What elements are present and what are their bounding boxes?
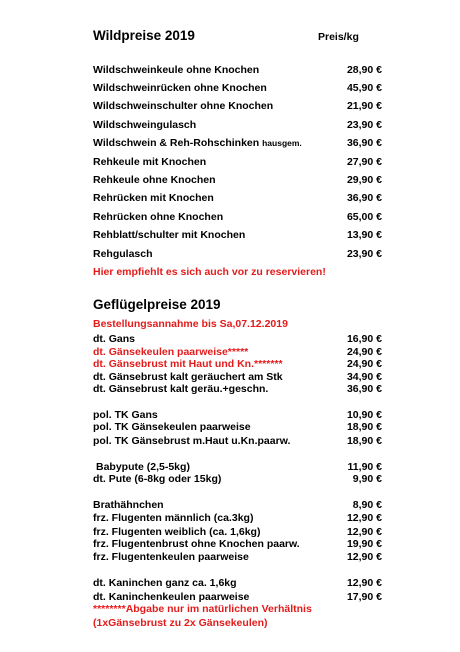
item-name-suffix: hausgem. bbox=[262, 138, 302, 148]
list-item bbox=[0, 211, 460, 227]
list-item bbox=[0, 156, 460, 172]
item-price: 24,90 € bbox=[346, 358, 382, 370]
item-price: 23,90 € bbox=[346, 248, 382, 260]
item-price: 13,90 € bbox=[346, 229, 382, 241]
list-item bbox=[0, 248, 460, 264]
item-name: Wildschweinschulter ohne Knochen bbox=[93, 100, 274, 112]
item-price: 9,90 € bbox=[352, 473, 382, 485]
reservation-note: Hier empfiehlt es sich auch vor zu reservieren! bbox=[93, 266, 326, 278]
item-name: pol. TK Gänsekeulen paarweise bbox=[93, 421, 251, 433]
item-name: Rehkeule ohne Knochen bbox=[93, 174, 216, 186]
list-item bbox=[0, 229, 460, 245]
item-name: Rehrücken mit Knochen bbox=[93, 192, 214, 204]
unit-header: Preis/kg bbox=[318, 31, 359, 43]
item-name: frz. Flugenten männlich (ca.3kg) bbox=[93, 512, 254, 524]
item-name: Brathähnchen bbox=[93, 499, 164, 511]
list-item bbox=[0, 473, 460, 489]
item-name: Rehrücken ohne Knochen bbox=[93, 211, 224, 223]
list-item bbox=[0, 383, 460, 399]
item-name: Babypute (2,5-5kg) bbox=[96, 461, 190, 473]
list-item bbox=[0, 137, 460, 153]
item-price: 12,90 € bbox=[346, 551, 382, 563]
list-item bbox=[0, 551, 460, 567]
item-name: dt. Gänsebrust kalt geräu.+geschn. bbox=[93, 383, 269, 395]
footnote-ratio-detail: (1xGänsebrust zu 2x Gänsekeulen) bbox=[93, 617, 268, 629]
list-item bbox=[0, 100, 460, 116]
list-item bbox=[0, 119, 460, 135]
item-name: Rehblatt/schulter mit Knochen bbox=[93, 229, 246, 241]
list-item bbox=[0, 64, 460, 80]
list-item bbox=[0, 435, 460, 451]
item-price: 11,90 € bbox=[347, 461, 382, 473]
item-price: 36,90 € bbox=[346, 137, 382, 149]
gefluegel-title: Geflügelpreise 2019 bbox=[93, 297, 221, 312]
item-price: 18,90 € bbox=[346, 421, 382, 433]
item-name: dt. Pute (6-8kg oder 15kg) bbox=[93, 473, 222, 485]
item-price: 45,90 € bbox=[346, 82, 382, 94]
list-item bbox=[0, 82, 460, 98]
item-price: 23,90 € bbox=[346, 119, 382, 131]
item-name: dt. Gänsebrust mit Haut und Kn.******* bbox=[93, 358, 283, 370]
item-price: 24,90 € bbox=[346, 346, 382, 358]
item-price: 16,90 € bbox=[346, 333, 382, 345]
item-name: Wildschweinkeule ohne Knochen bbox=[93, 64, 260, 76]
list-item bbox=[0, 174, 460, 190]
item-name: frz. Flugenten weiblich (ca. 1,6kg) bbox=[93, 526, 261, 538]
list-item bbox=[0, 192, 460, 208]
wild-title: Wildpreise 2019 bbox=[93, 28, 195, 43]
item-name: Wildschweinrücken ohne Knochen bbox=[93, 82, 267, 94]
item-name: pol. TK Gans bbox=[93, 409, 158, 421]
item-price: 12,90 € bbox=[346, 526, 382, 538]
order-deadline: Bestellungsannahme bis Sa,07.12.2019 bbox=[93, 318, 288, 330]
item-name: dt. Gänsekeulen paarweise***** bbox=[93, 346, 249, 358]
item-name bbox=[93, 137, 302, 149]
item-price: 19,90 € bbox=[346, 538, 382, 550]
item-price: 10,90 € bbox=[346, 409, 382, 421]
item-price: 36,90 € bbox=[346, 383, 382, 395]
item-price: 27,90 € bbox=[346, 156, 382, 168]
item-price: 8,90 € bbox=[352, 499, 382, 511]
item-price: 12,90 € bbox=[346, 577, 382, 589]
item-name: Rehgulasch bbox=[93, 248, 153, 260]
footnote-ratio: ********Abgabe nur im natürlichen Verhältnis bbox=[93, 603, 312, 615]
item-price: 28,90 € bbox=[346, 64, 382, 76]
item-price: 36,90 € bbox=[346, 192, 382, 204]
item-name: Rehkeule mit Knochen bbox=[93, 156, 207, 168]
item-name: dt. Kaninchen ganz ca. 1,6kg bbox=[93, 577, 237, 589]
item-price: 18,90 € bbox=[346, 435, 382, 447]
item-price: 34,90 € bbox=[346, 371, 382, 383]
item-price: 29,90 € bbox=[346, 174, 382, 186]
item-price: 12,90 € bbox=[346, 512, 382, 524]
item-name: dt. Gänsebrust kalt geräuchert am Stk bbox=[93, 371, 283, 383]
item-price: 17,90 € bbox=[346, 591, 382, 603]
item-name: frz. Flugentenbrust ohne Knochen paarw. bbox=[93, 538, 300, 550]
item-name: dt. Gans bbox=[93, 333, 136, 345]
item-name: pol. TK Gänsebrust m.Haut u.Kn.paarw. bbox=[93, 435, 291, 447]
item-name: dt. Kaninchenkeulen paarweise bbox=[93, 591, 250, 603]
item-name: Wildschweingulasch bbox=[93, 119, 197, 131]
item-price: 21,90 € bbox=[346, 100, 382, 112]
item-name-main: Wildschwein & Reh-Rohschinken bbox=[93, 137, 260, 149]
item-name: frz. Flugentenkeulen paarweise bbox=[93, 551, 249, 563]
item-price: 65,00 € bbox=[346, 211, 382, 223]
